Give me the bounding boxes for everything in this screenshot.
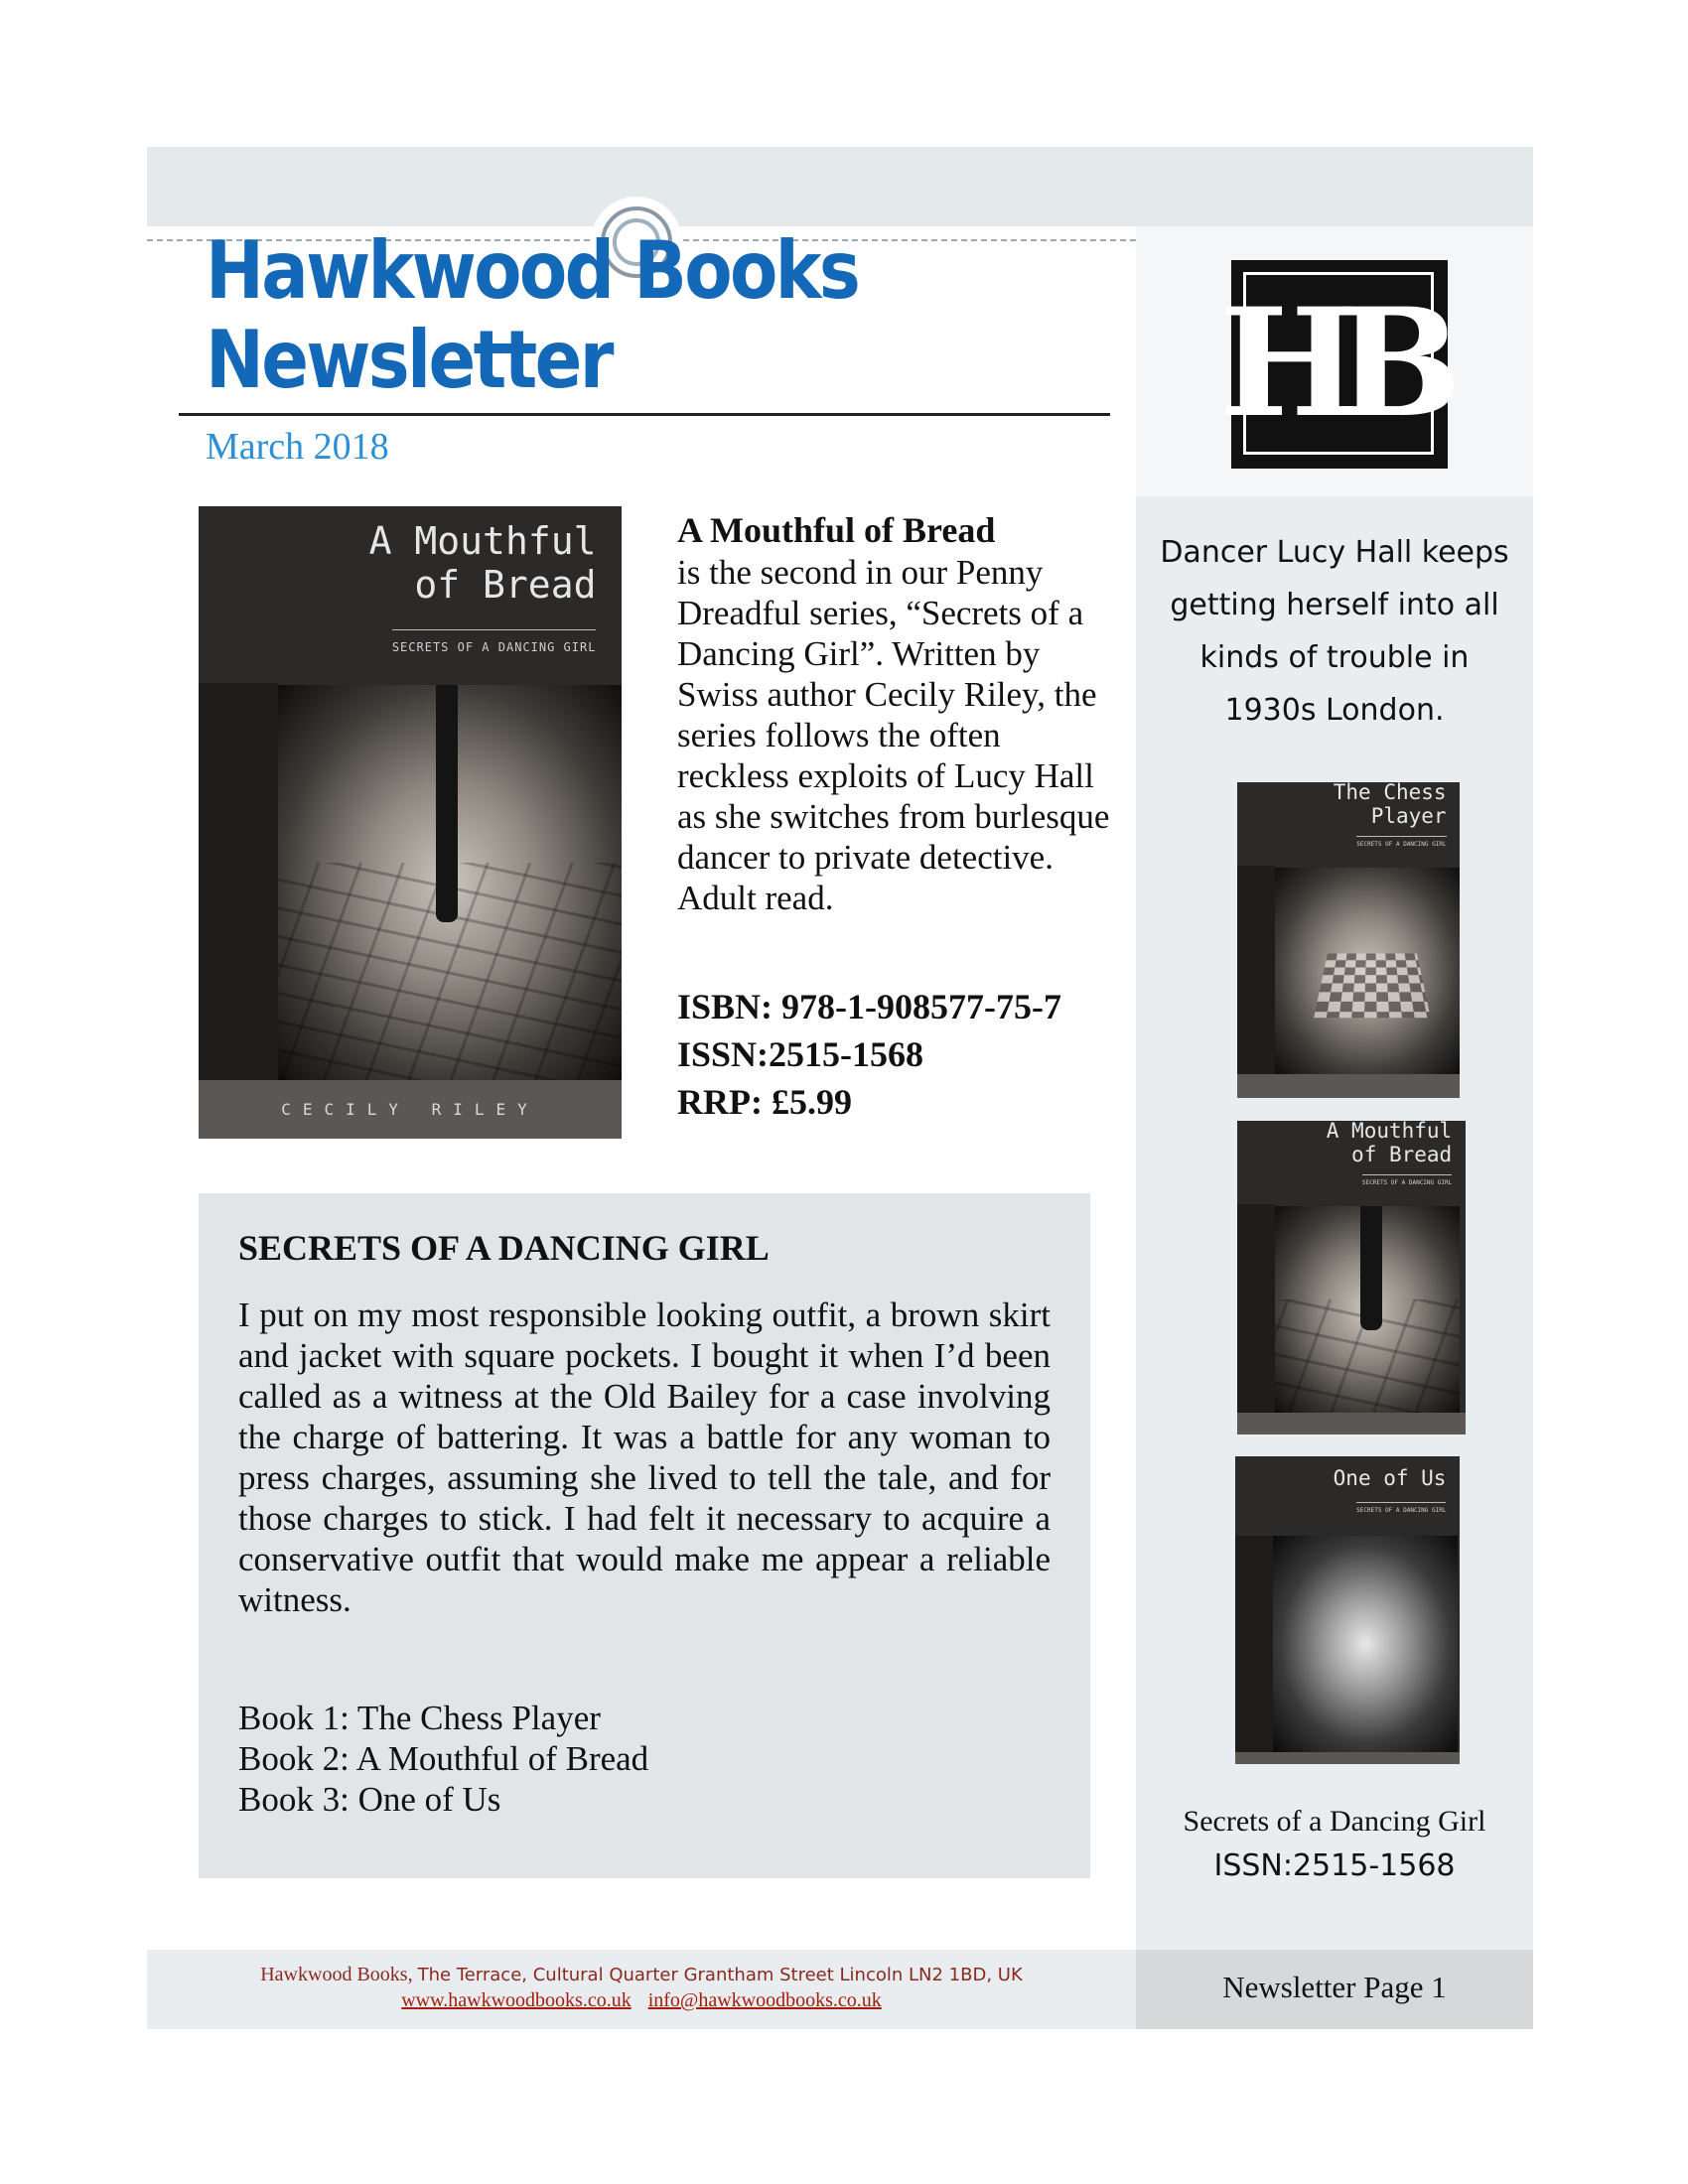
sidebar-cover-mouthful-of-bread	[1237, 1121, 1466, 1434]
rrp-price: RRP: £5.99	[677, 1082, 852, 1122]
cover-title-line-1: The Chess	[1333, 782, 1447, 804]
feature-book-cover	[199, 506, 622, 1139]
book-list	[238, 1698, 648, 1820]
cover-series-subtitle: SECRETS OF A DANCING GIRL	[1356, 1502, 1446, 1514]
sidebar-cover-chess-player	[1237, 782, 1460, 1098]
cover-photo	[1275, 868, 1460, 1074]
website-link[interactable]: www.hawkwoodbooks.co.uk	[401, 1989, 632, 2011]
book-meta	[677, 983, 1061, 1126]
footer-company: Hawkwood Books,	[260, 1964, 413, 1985]
cover-title-line-1: A Mouthful	[368, 519, 597, 563]
footer-address	[147, 1964, 1136, 1986]
title-line-2: Newsletter	[206, 314, 612, 406]
excerpt-text: I put on my most responsible looking outfit, a brown skirt and jacket with square pockets. I bought it when I’d been called as a witness at the Old Bailey for a case involving the charge of battering. It was a battle for any woman to press charges, assuming she lived to tell the tale, and for those charges to stick. I had felt it necessary to acquire a conservative outfit that would make me appear a reliable witness.	[238, 1296, 1051, 1619]
cover-title-line-1: A Mouthful	[1326, 1121, 1453, 1143]
logo-text: HB	[1218, 276, 1439, 451]
list-item: Book 1: The Chess Player	[238, 1699, 601, 1737]
cover-author: CECILY RILEY	[199, 1080, 622, 1139]
cover-series-subtitle: SECRETS OF A DANCING GIRL	[1362, 1174, 1452, 1186]
issn: ISSN:2515-1568	[677, 1034, 924, 1074]
feature-description: is the second in our Penny Dreadful series, “Secrets of a Dancing Girl”. Written by Swiss author Cecily Riley, the series follows the often reckless exploits of Lucy Hall as she switches from burlesque dancer to private detective. Adult read.	[677, 553, 1110, 917]
cover-title	[1334, 1466, 1447, 1490]
issue-date: March 2018	[206, 426, 389, 468]
header-band	[147, 147, 1533, 226]
list-item: Book 2: A Mouthful of Bread	[238, 1739, 649, 1778]
excerpt-panel	[199, 1193, 1090, 1878]
feature-book-title: A Mouthful of Bread	[677, 510, 996, 550]
footer-street: The Terrace, Cultural Quarter Grantham Street Lincoln LN2 1BD, UK	[417, 1965, 1023, 1985]
hb-logo	[1218, 260, 1448, 469]
cover-series-subtitle: SECRETS OF A DANCING GIRL	[392, 629, 597, 654]
sidebar-tagline: Dancer Lucy Hall keeps getting herself into all kinds of trouble in 1930s London.	[1160, 535, 1509, 728]
cover-footer	[1235, 1752, 1460, 1764]
feature-blurb	[677, 510, 1114, 918]
list-item: Book 3: One of Us	[238, 1780, 501, 1819]
cover-photo	[1273, 1536, 1458, 1752]
footer-links	[147, 1989, 1136, 2012]
cover-title	[369, 520, 597, 607]
series-issn: ISSN:2515-1568	[1213, 1848, 1456, 1883]
cover-series-subtitle: SECRETS OF A DANCING GIRL	[1356, 836, 1446, 848]
cover-title-line-2: of Bread	[414, 562, 597, 607]
cover-dark-panel	[199, 683, 278, 1080]
cover-dark-panel	[1237, 866, 1275, 1074]
cover-title-line-2: Player	[1370, 804, 1447, 829]
page-number-label: Newsletter Page 1	[1222, 1970, 1447, 2004]
cover-dark-panel	[1235, 1536, 1273, 1752]
email-link[interactable]: info@hawkwoodbooks.co.uk	[647, 1989, 882, 2011]
cover-title	[1334, 782, 1447, 828]
title-underline	[179, 413, 1110, 416]
cover-footer	[1237, 1413, 1466, 1434]
cover-photo	[278, 685, 622, 1080]
cover-title-line-2: of Bread	[1351, 1143, 1453, 1167]
cover-footer	[1237, 1074, 1460, 1098]
cover-photo	[1275, 1206, 1460, 1413]
cover-title-line-1: One of Us	[1333, 1466, 1447, 1490]
excerpt-heading: SECRETS OF A DANCING GIRL	[238, 1228, 770, 1268]
newsletter-title	[206, 226, 858, 405]
series-name: Secrets of a Dancing Girl	[1183, 1805, 1486, 1838]
sidebar-cover-one-of-us	[1235, 1456, 1460, 1764]
title-line-1: Hawkwood Books	[206, 224, 859, 317]
isbn: ISBN: 978-1-908577-75-7	[677, 987, 1061, 1026]
cover-dark-panel	[1237, 1204, 1275, 1413]
cover-title	[1327, 1121, 1452, 1166]
